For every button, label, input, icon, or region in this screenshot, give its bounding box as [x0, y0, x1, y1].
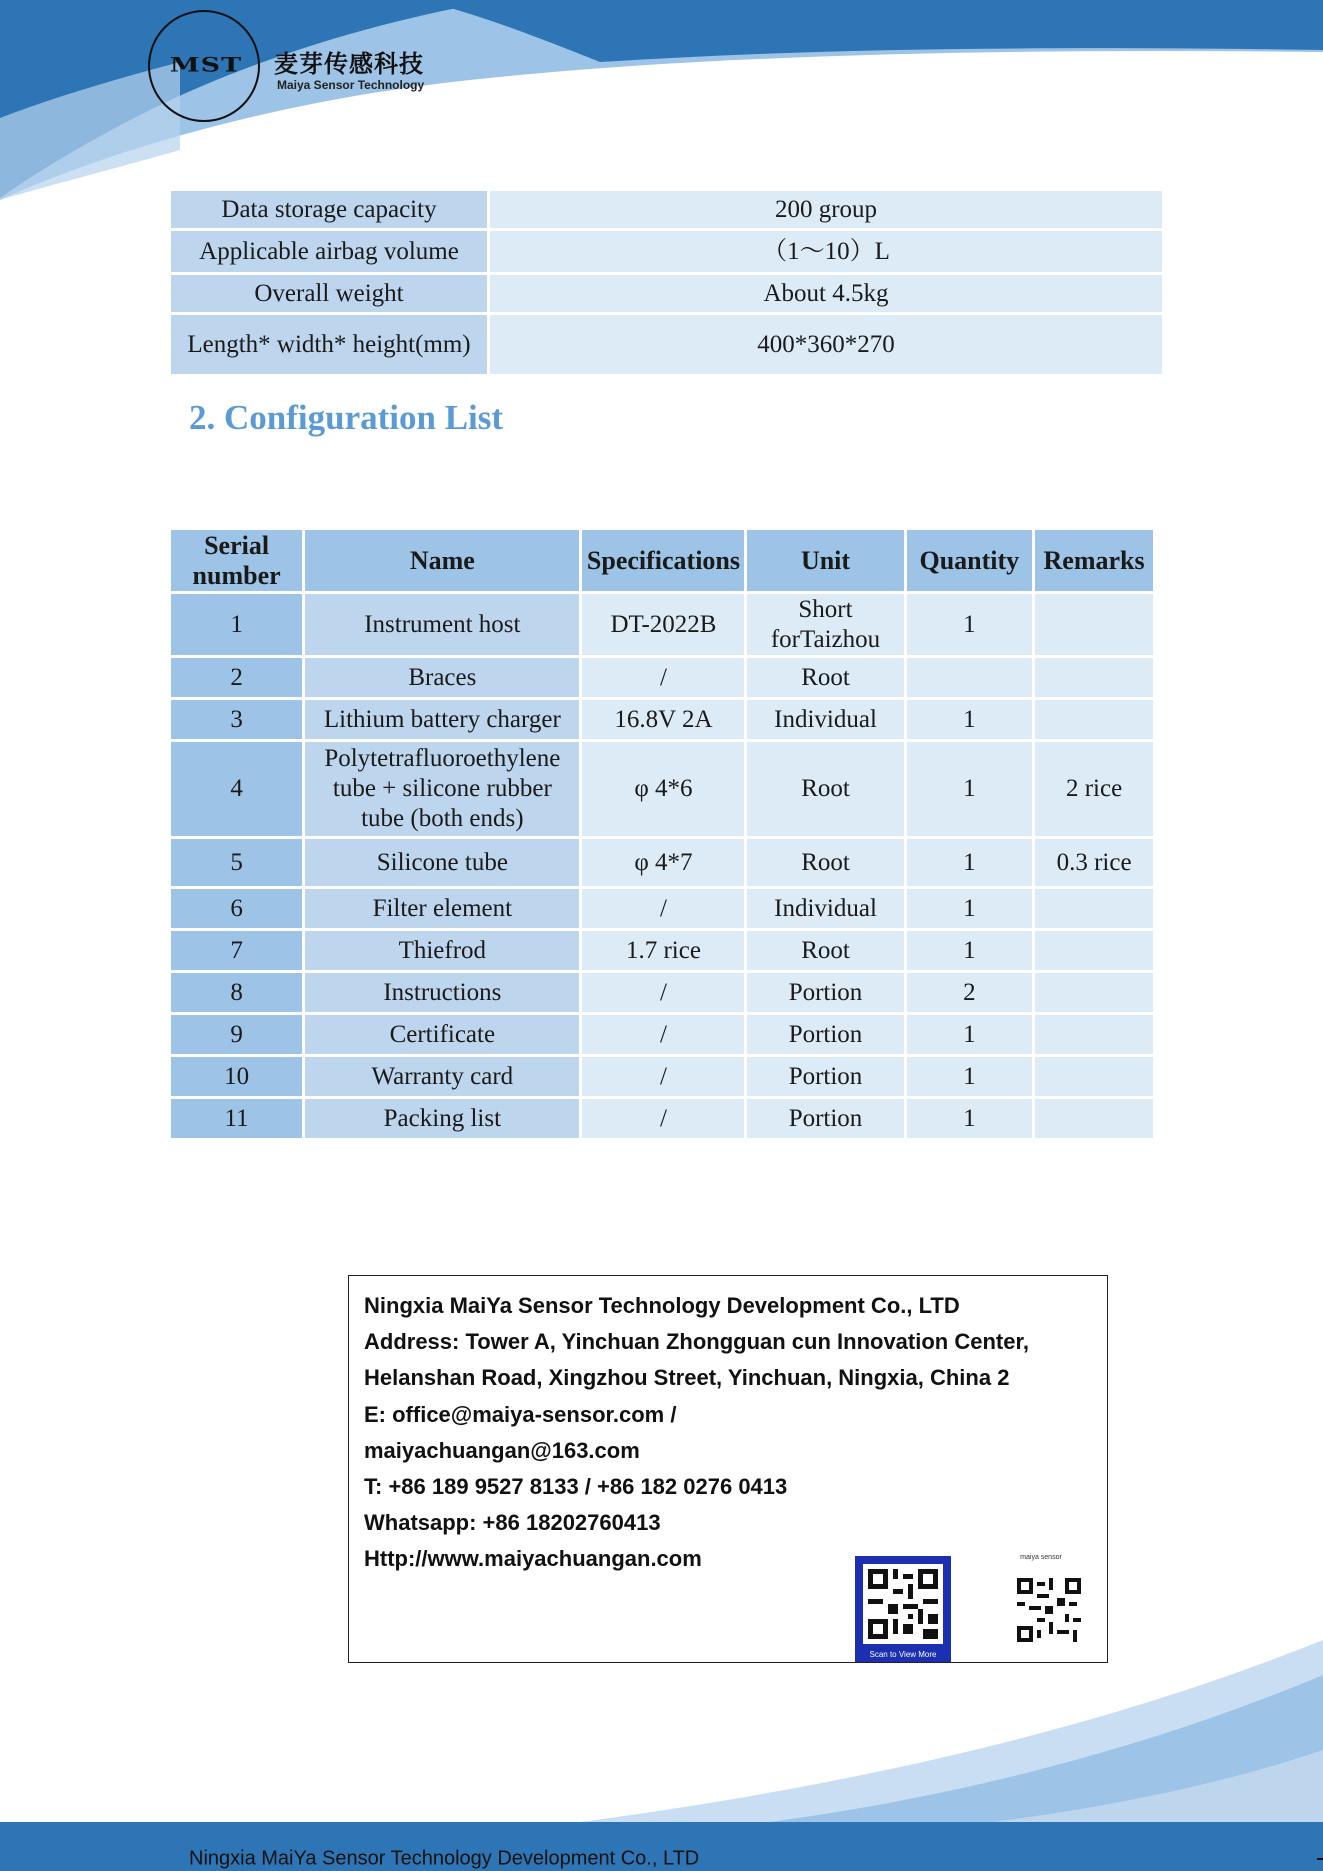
- table-row: [170, 888, 1155, 930]
- company-name: Ningxia MaiYa Sensor Technology Development Co., LTD: [364, 1293, 960, 1318]
- column-header: Unit: [746, 529, 905, 593]
- table-header-row: [170, 529, 1155, 593]
- table-row: [170, 699, 1155, 741]
- cell-name: Packing list: [304, 1098, 581, 1140]
- cell-spec: 1.7 rice: [581, 930, 746, 972]
- cell-name: Instrument host: [304, 593, 581, 657]
- cell-remarks: [1034, 1098, 1155, 1140]
- logo-english-name: Maiya Sensor Technology: [277, 78, 425, 92]
- cell-name: Certificate: [304, 1014, 581, 1056]
- cell-spec: /: [581, 1014, 746, 1056]
- cell-unit: Root: [746, 838, 905, 888]
- cell-quantity: 1: [905, 930, 1034, 972]
- spec-key: Applicable airbag volume: [170, 230, 489, 274]
- cell-unit: Individual: [746, 699, 905, 741]
- table-row: [170, 838, 1155, 888]
- cell-quantity: 1: [905, 1014, 1034, 1056]
- qr-caption: Scan to View More: [869, 1650, 937, 1659]
- qr-label: maiya sensor: [1020, 1554, 1062, 1561]
- cell-quantity: 1: [905, 741, 1034, 838]
- cell-spec: /: [581, 888, 746, 930]
- cell-spec: DT-2022B: [581, 593, 746, 657]
- cell-serial: 1: [170, 593, 304, 657]
- cell-serial: 11: [170, 1098, 304, 1140]
- column-header: Remarks: [1034, 529, 1155, 593]
- table-row: [170, 1056, 1155, 1098]
- cell-unit: Portion: [746, 1098, 905, 1140]
- cell-spec: /: [581, 1098, 746, 1140]
- cell-remarks: [1034, 930, 1155, 972]
- cell-remarks: [1034, 1014, 1155, 1056]
- footer-company: Ningxia MaiYa Sensor Technology Development Co., LTD: [189, 1847, 700, 1870]
- cell-name: Filter element: [304, 888, 581, 930]
- logo-chinese-name: 麦芽传感科技: [274, 50, 424, 78]
- cell-remarks: [1034, 593, 1155, 657]
- cell-unit: Root: [746, 741, 905, 838]
- spec-value: 400*360*270: [489, 314, 1164, 376]
- whatsapp-line: Whatsapp: +86 18202760413: [364, 1510, 661, 1536]
- cell-serial: 3: [170, 699, 304, 741]
- table-row: [170, 1098, 1155, 1140]
- cell-spec: φ 4*7: [581, 838, 746, 888]
- spec-table: [168, 188, 1165, 377]
- address-line: Helanshan Road, Xingzhou Street, Yinchuan, Ningxia, China 2: [364, 1365, 1010, 1391]
- cell-quantity: 1: [905, 1098, 1034, 1140]
- cell-remarks: [1034, 699, 1155, 741]
- column-header: Specifications: [581, 529, 746, 593]
- table-row: [170, 741, 1155, 838]
- table-row: [170, 1014, 1155, 1056]
- cell-remarks: [1034, 888, 1155, 930]
- cell-serial: 8: [170, 972, 304, 1014]
- cell-serial: 10: [170, 1056, 304, 1098]
- table-row: [170, 930, 1155, 972]
- cell-spec: φ 4*6: [581, 741, 746, 838]
- contact-details: [364, 1288, 1029, 1578]
- cell-quantity: 1: [905, 888, 1034, 930]
- table-row: [170, 274, 1164, 314]
- cell-quantity: 1: [905, 838, 1034, 888]
- table-row: [170, 230, 1164, 274]
- phone-line: T: +86 189 9527 8133 / +86 182 0276 0413: [364, 1474, 788, 1500]
- address-line: Address: Tower A, Yinchuan Zhongguan cun Innovation Center,: [364, 1329, 1029, 1355]
- cell-name: Silicone tube: [304, 838, 581, 888]
- table-row: [170, 314, 1164, 376]
- cell-unit: Short forTaizhou: [746, 593, 905, 657]
- spec-key: Data storage capacity: [170, 190, 489, 230]
- column-header: Quantity: [905, 529, 1034, 593]
- table-row: [170, 657, 1155, 699]
- cell-unit: Portion: [746, 1014, 905, 1056]
- column-header: Name: [304, 529, 581, 593]
- cell-name: Braces: [304, 657, 581, 699]
- cell-spec: /: [581, 1056, 746, 1098]
- cell-unit: Portion: [746, 1056, 905, 1098]
- spec-value: 200 group: [489, 190, 1164, 230]
- footer-page-mark: [1317, 1858, 1323, 1860]
- spec-value: About 4.5kg: [489, 274, 1164, 314]
- cell-name: Polytetrafluoroethylene tube + silicone rubber tube (both ends): [304, 741, 581, 838]
- section-title: 2. Configuration List: [189, 398, 504, 437]
- cell-unit: Portion: [746, 972, 905, 1014]
- cell-quantity: 1: [905, 699, 1034, 741]
- cell-quantity: [905, 657, 1034, 699]
- cell-remarks: [1034, 657, 1155, 699]
- cell-unit: Individual: [746, 888, 905, 930]
- cell-unit: Root: [746, 930, 905, 972]
- cell-serial: 9: [170, 1014, 304, 1056]
- spec-value: （1～10）L: [489, 230, 1164, 274]
- cell-spec: /: [581, 657, 746, 699]
- cell-name: Thiefrod: [304, 930, 581, 972]
- cell-name: Lithium battery charger: [304, 699, 581, 741]
- cell-serial: 4: [170, 741, 304, 838]
- column-header: Serial number: [170, 529, 304, 593]
- logo-mark: MST: [169, 54, 243, 77]
- cell-spec: 16.8V 2A: [581, 699, 746, 741]
- table-row: [170, 972, 1155, 1014]
- cell-quantity: 1: [905, 593, 1034, 657]
- spec-key: Length* width* height(mm): [170, 314, 489, 376]
- table-row: [170, 593, 1155, 657]
- footer-wave-decoration: [0, 1600, 1323, 1830]
- cell-spec: /: [581, 972, 746, 1014]
- cell-serial: 5: [170, 838, 304, 888]
- cell-serial: 2: [170, 657, 304, 699]
- spec-key: Overall weight: [170, 274, 489, 314]
- cell-remarks: 2 rice: [1034, 741, 1155, 838]
- cell-quantity: 2: [905, 972, 1034, 1014]
- cell-name: Instructions: [304, 972, 581, 1014]
- website-link[interactable]: Http://www.maiyachuangan.com: [364, 1546, 702, 1572]
- cell-quantity: 1: [905, 1056, 1034, 1098]
- email-line[interactable]: maiyachuangan@163.com: [364, 1437, 640, 1463]
- cell-remarks: [1034, 1056, 1155, 1098]
- email-line: E: office@maiya-sensor.com /: [364, 1401, 677, 1427]
- configuration-table: [168, 527, 1156, 1141]
- cell-name: Warranty card: [304, 1056, 581, 1098]
- cell-serial: 7: [170, 930, 304, 972]
- cell-remarks: [1034, 972, 1155, 1014]
- table-row: [170, 190, 1164, 230]
- cell-unit: Root: [746, 657, 905, 699]
- cell-serial: 6: [170, 888, 304, 930]
- cell-remarks: 0.3 rice: [1034, 838, 1155, 888]
